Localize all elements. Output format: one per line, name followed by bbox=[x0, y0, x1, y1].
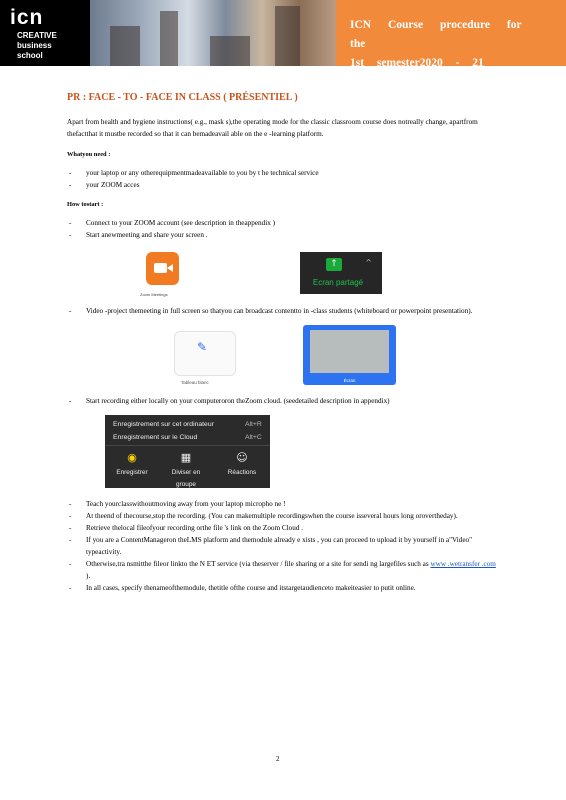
list-item: - Start recording either locally on your computeroron theZoom cloud. (seedetailed description in appendix) bbox=[86, 395, 497, 407]
list-item: - In all cases, specify thenameofthemodule, thetitle ofthe course and itstargetaudienceto makeiteasier to putit online. bbox=[86, 582, 497, 594]
header-building-photo bbox=[90, 0, 336, 66]
grid-icon: ▦ bbox=[180, 451, 192, 464]
start-list bbox=[67, 217, 497, 241]
start-heading: How tostart : bbox=[67, 201, 104, 208]
section-title: PR : FACE - TO - FACE IN CLASS ( PRÉSENTIEL ) bbox=[67, 92, 298, 103]
share-options-row bbox=[67, 325, 497, 385]
list-item: - At theend of thecourse,stop the recording. (You can makemultiple recordingswhen the course isseveral hours long orovertheday). bbox=[86, 510, 497, 522]
whiteboard-caption: Tableau blanc bbox=[181, 380, 209, 385]
zoom-record-menu bbox=[105, 415, 270, 488]
logo-line-2: business bbox=[17, 41, 52, 50]
logo-icn-text: icn bbox=[10, 6, 44, 29]
list-item: - Video -project themeeting in full screen so thatyou can broadcast contentto in -class students (whiteboard or powerpoint presentation). bbox=[86, 305, 497, 317]
course-procedure-title: ICN Course procedure for the 1st semester2020 - 21 bbox=[350, 19, 522, 69]
screen-preview bbox=[310, 330, 389, 373]
record-list bbox=[67, 395, 497, 407]
video-list bbox=[67, 305, 497, 317]
logo-line-3: school bbox=[17, 51, 43, 60]
logo-line-1: CREATIVE bbox=[17, 31, 57, 40]
zoom-icons-row bbox=[67, 249, 497, 297]
whiteboard-tile bbox=[174, 331, 236, 376]
list-item: - Start anewmeeting and share your screen . bbox=[86, 229, 497, 241]
smiley-icon: ☺ bbox=[236, 451, 248, 464]
list-item: - your ZOOM acces bbox=[86, 179, 497, 191]
zoom-app-caption: Zoom Meetings bbox=[140, 292, 168, 297]
intro-paragraph: Apart from health and hygiene instructions( e.g., mask s),the operating mode for the classic classroom course does notreally change, apartfrom thefactthat it mustbe recorded so that it can bemadeavail able on the e -learning platform. bbox=[67, 118, 478, 138]
page-header bbox=[0, 0, 566, 69]
list-item: - Connect to your ZOOM account (see description in theappendix ) bbox=[86, 217, 497, 229]
breakout-button: ▦ Diviser en groupe bbox=[161, 449, 211, 491]
share-screen-label: Ecran partagé bbox=[312, 278, 364, 287]
record-icon: ◉ bbox=[127, 451, 137, 464]
screen-caption: Écran bbox=[343, 378, 356, 383]
need-list bbox=[67, 167, 497, 191]
reactions-button: ☺ Réactions bbox=[217, 449, 267, 479]
share-arrow-icon: ↑ bbox=[326, 258, 342, 271]
share-screen-button bbox=[300, 252, 382, 294]
record-cloud-option: Enregistrement sur le Cloud Alt+C bbox=[113, 434, 262, 441]
need-heading: Whatyou need : bbox=[67, 151, 111, 158]
zoom-app-icon bbox=[146, 252, 179, 285]
record-button: ◉ Enregistrer bbox=[107, 449, 157, 479]
list-item: - your laptop or any otherequipmentmadeavailable to you by t he technical service bbox=[86, 167, 497, 179]
pencil-icon: ✎ bbox=[197, 340, 208, 354]
header-title-band bbox=[336, 0, 566, 69]
chevron-up-icon: ^ bbox=[365, 258, 372, 267]
list-item: - If you are a ContentManageron theLMS platform and themodule already e xists , you can proceed to upload it by yourself in a"Video" typeactivity. bbox=[86, 534, 497, 558]
list-item: - Otherwise,tra nsmitthe fileor linkto the N ET service (via theserver / file sharing or a site for sendi ng largefiles such as www .wetransfer .com ). bbox=[86, 558, 497, 582]
final-list bbox=[67, 498, 497, 594]
record-local-option: Enregistrement sur cet ordinateur Alt+R bbox=[113, 421, 262, 428]
icn-logo bbox=[0, 0, 90, 66]
list-item: - Retrieve thelocal fileofyour recording orthe file 's link on the Zoom Cloud . bbox=[86, 522, 497, 534]
screen-share-tile bbox=[303, 325, 396, 385]
page-content bbox=[67, 92, 497, 602]
list-item: - Teach yourclasswithoutmoving away from your laptop micropho ne ! bbox=[86, 498, 497, 510]
page-number: 2 bbox=[276, 755, 280, 763]
wetransfer-link[interactable]: www .wetransfer .com bbox=[430, 560, 496, 568]
